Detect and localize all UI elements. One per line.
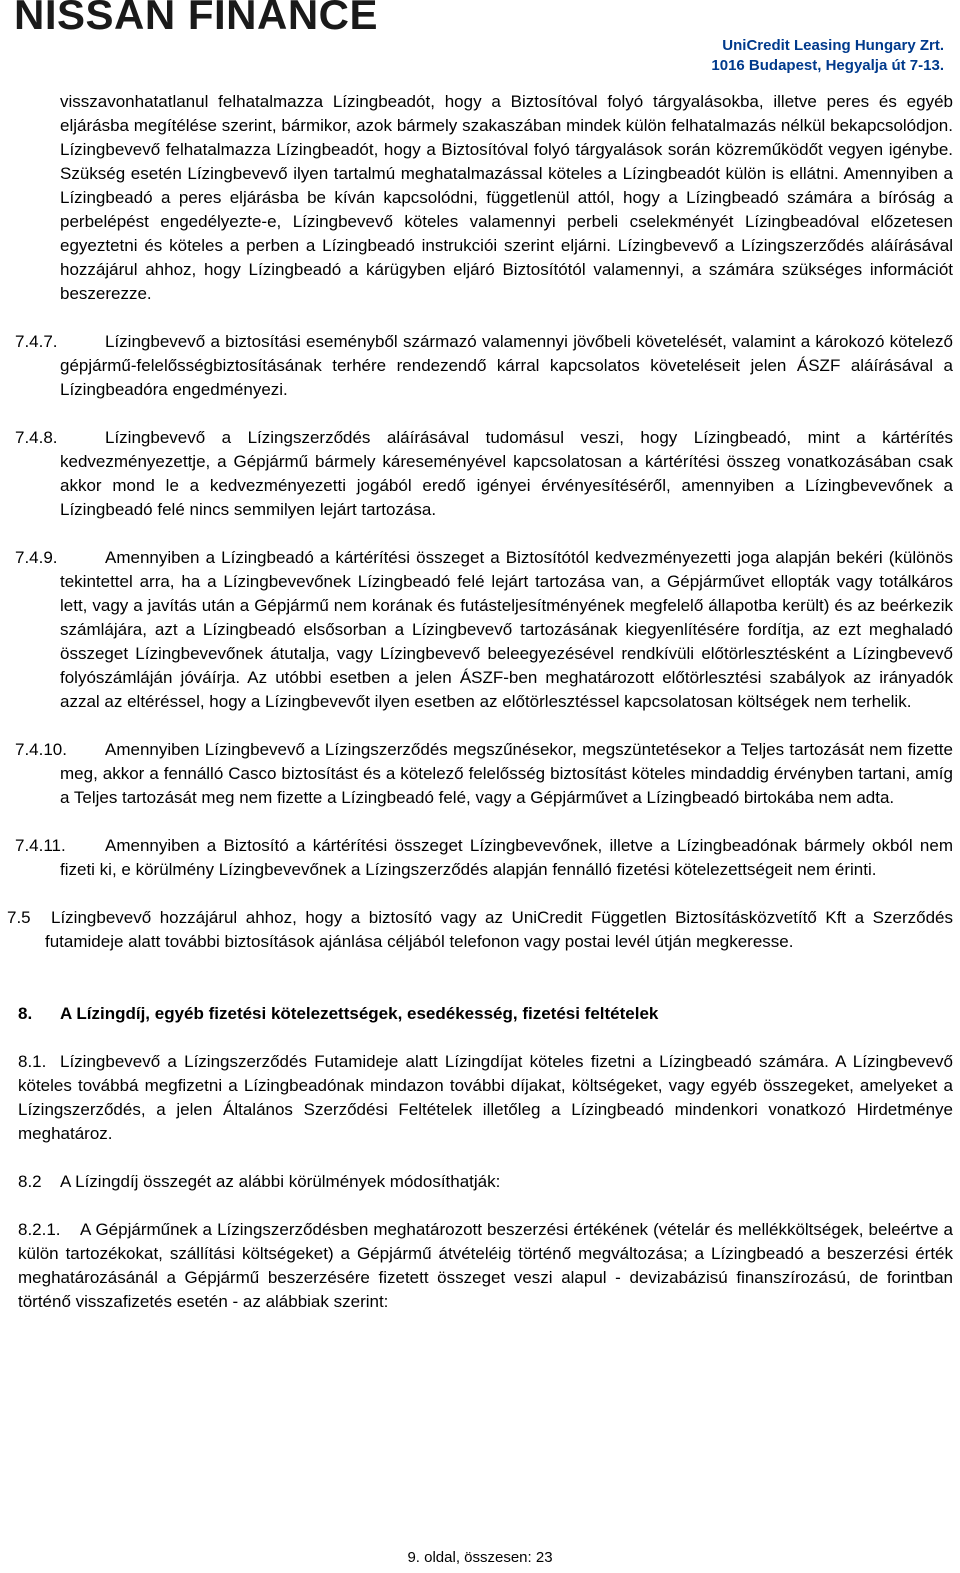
clause-7-4-9 bbox=[15, 546, 953, 714]
clause-text: Amennyiben a Lízingbeadó a kártérítési összeget a Biztosítótól kedvezményezetti joga alapján bekéri (különös tekintettel arra, ha a Lízingbevevőnek Lízingbeadó felé lejárt tartozása van, a Gépjárművet ellopták vagy totálkáros lett, vagy a javítás után a Gépjármű nem korának és futásteljesítményének megfelelő állapotba került) és az beérkezik számlájára, azt a Lízingbeadó elsősorban a Lízingbevevő tartozásának kiegyenlítésére fordítja, az ezt meghaladó összeget Lízingbevevőnek átutalja, vagy Lízingbevevő beleegyezésével rendkívüli előtörlesztésként a Lízingbevevő folyószámláján jóváírja. Az utóbbi esetben a jelen ÁSZF-ben meghatározott előtörlesztési szabályok az irányadók azzal az eltéréssel, hogy a Lízingbevevőt ilyen esetben az előtörlesztéssel kapcsolatosan költségek nem terhelik. bbox=[60, 548, 953, 711]
clause-8-1 bbox=[18, 1050, 953, 1146]
clause-number: 8.1. bbox=[18, 1052, 47, 1071]
section-number: 8. bbox=[18, 1004, 33, 1023]
intro-paragraph: visszavonhatatlanul felhatalmazza Lízingbeadót, hogy a Biztosítóval folyó tárgyalásokba, illetve peres és egyéb eljárásba megítélése szerint, bármikor, azok bármely szakaszában mindek külön felhatalmazás nélkül bekapcsolódjon. Lízingbevevő felhatalmazza Lízingbeadót, hogy a Biztosítóval folyó tárgyalások során közreműködőt vegyen igénybe. Szükség esetén Lízingbevevő ilyen tartalmú meghatalmazással köteles a Lízingbeadót külön is ellátni. Amennyiben a Lízingbeadó a peres eljárásba be kíván kapcsolódni, függetlenül attól, hogy a Lízingbeadó számára a bíróság a perbelépést engedélyezte-e, Lízingbevevő köteles valamennyi perbeli cselekményét Lízingbeadóval előzetesen egyeztetni és köteles a perben a Lízingbeadó instrukciói szerint eljárni. Lízingbevevő a Lízingszerződés aláírásával hozzájárul ahhoz, hogy Lízingbeadó a kárügyben eljáró Biztosítótól valamennyi, a számára szükséges információt beszerezze. bbox=[60, 92, 953, 303]
clause-text: Amennyiben a Biztosító a kártérítési összeget Lízingbevevőnek, illetve a Lízingbeadónak bármely okból nem fizeti ki, e körülmény Lízingbevevőnek a Lízingszerződés alapján fennálló fizetési kötelezettségeit nem érinti. bbox=[60, 836, 953, 879]
clause-number: 8.2 bbox=[18, 1172, 42, 1191]
clause-7-4-7 bbox=[15, 330, 953, 402]
company-info bbox=[711, 36, 944, 76]
clause-text: A Lízingdíj összegét az alábbi körülmények módosíthatják: bbox=[60, 1172, 501, 1191]
clause-text: Lízingbevevő a Lízingszerződés Futamideje alatt Lízingdíjat köteles fizetni a Lízingbeadó számára. A Lízingbevevő köteles továbbá megfizetni a Lízingbeadónak mindazon további díjakat, költségeket, vagy egyéb összegeket, amelyeket a Lízingszerződés, a jelen Általános Szerződési Feltételek illetőleg a Lízingbeadó mindenkori vonatkozó Hirdetménye meghatároz. bbox=[18, 1052, 953, 1143]
clause-number: 8.2.1. bbox=[18, 1220, 61, 1239]
clause-text: Lízingbevevő a biztosítási eseményből származó valamennyi jövőbeli követelését, valamint a károkozó kötelező gépjármű-felelősségbiztosításának terhére rendezendő kárral kapcsolatos követeléseit jelen ÁSZF aláírásával a Lízingbeadóra engedményezi. bbox=[60, 332, 953, 399]
clause-number: 7.4.7. bbox=[15, 332, 58, 351]
nissan-finance-logo: NISSAN FINANCE bbox=[14, 0, 379, 38]
clause-number: 7.4.10. bbox=[15, 740, 67, 759]
clause-number: 7.4.9. bbox=[15, 548, 58, 567]
clause-number: 7.4.8. bbox=[15, 428, 58, 447]
clause-text: Lízingbevevő hozzájárul ahhoz, hogy a biztosító vagy az UniCredit Független Biztosításközvetítő Kft a Szerződés futamideje alatt további biztosítások ajánlása céljából telefonon vagy postai levél útján megkeresse. bbox=[45, 908, 953, 951]
clause-7-4-11 bbox=[15, 834, 953, 882]
clause-number: 7.4.11. bbox=[15, 836, 66, 855]
clause-text: Amennyiben Lízingbevevő a Lízingszerződés megszűnésekor, megszüntetésekor a Teljes tartozását nem fizette meg, akkor a fennálló Casco biztosítást és a kötelező felelősség biztosítást köteles mindaddig érvényben tartani, amíg a Teljes tartozását meg nem fizette a Lízingbeadó felé, vagy a Gépjárművet a Lízingbeadó birtokába nem adta. bbox=[60, 740, 953, 807]
clause-7-5 bbox=[7, 906, 953, 954]
company-name: UniCredit Leasing Hungary Zrt. bbox=[722, 37, 944, 54]
clause-7-4-10 bbox=[15, 738, 953, 810]
page-number: 9. oldal, összesen: 23 bbox=[407, 1549, 553, 1566]
clause-8-2 bbox=[18, 1170, 953, 1194]
section-8-heading bbox=[18, 1002, 953, 1026]
clause-text: Lízingbevevő a Lízingszerződés aláírásával tudomásul veszi, hogy Lízingbeadó, mint a kártérítés kedvezményezettje, a Gépjármű bármely káreseményével kapcsolatosan a kártérítési összeg vonatkozásában csak akkor mond le a kedvezményezetti jogából eredő igényei érvényesítéséről, amennyiben a Lízingbevevőnek a Lízingbeadó felé nincs semmilyen lejárt tartozása. bbox=[60, 428, 953, 519]
clause-number: 7.5 bbox=[7, 908, 31, 927]
company-address: 1016 Budapest, Hegyalja út 7-13. bbox=[711, 57, 944, 74]
clause-text: A Gépjárműnek a Lízingszerződésben meghatározott beszerzési értékének (vételár és mellékköltségek, beleértve a külön tartozékokat, szállítási költségeket) a Gépjármű átvételéig történő megváltozása; a Lízingbeadó a beszerzési érték meghatározásánál a Gépjármű beszerzésére fizetett összeget veszi alapul - devizabázisú finanszírozású, de forintban történő visszafizetés esetén - az alábbiak szerint: bbox=[18, 1220, 953, 1311]
document-body bbox=[0, 90, 960, 1314]
clause-7-4-8 bbox=[15, 426, 953, 522]
clause-8-2-1 bbox=[18, 1218, 953, 1314]
section-title: A Lízingdíj, egyéb fizetési kötelezettségek, esedékesség, fizetési feltételek bbox=[60, 1004, 659, 1023]
